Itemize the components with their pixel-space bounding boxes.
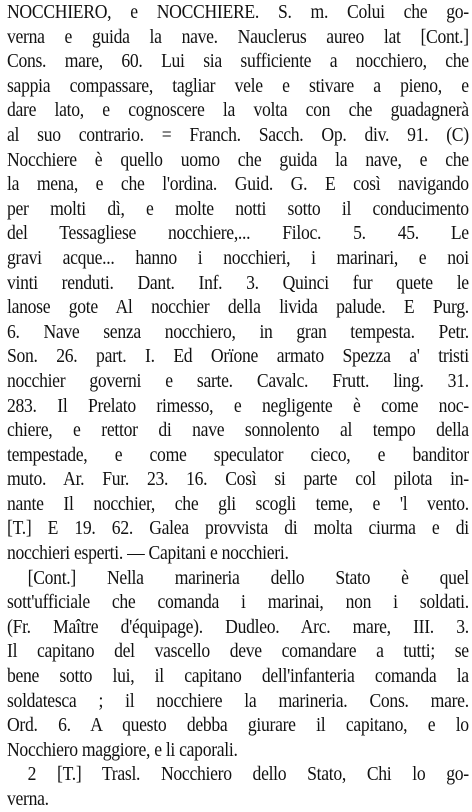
entry-line: tempestade, e come speculator cieco, e banditor: [7, 443, 469, 466]
entry-line: Nocchiero maggiore, e li caporali.: [7, 738, 238, 761]
entry-line: Nocchiere è quello uomo che guida la nave, e che: [7, 148, 469, 171]
entry-line: verna e guida la nave. Nauclerus aureo lat [Cont.]: [7, 25, 469, 48]
entry-line: verna.: [7, 788, 49, 810]
entry-line: 6. Nave senza nocchiero, in gran tempesta. Petr.: [7, 320, 469, 343]
entry-line: Il capitano del vascello deve comandare a tutti; se: [7, 640, 469, 663]
entry-line: sappia compassare, tagliar vele e stivare a pieno, e: [7, 74, 469, 97]
entry-line: 283. Il Prelato rimesso, e negligente è come noc-: [7, 394, 469, 417]
entry-line: la mena, e che l'ordina. Guid. G. E così navigando: [7, 173, 469, 196]
entry-line: dare lato, e cognoscere la volta con che guadagnerà: [7, 99, 469, 122]
entry-line: gravi acque... hanno i nocchieri, i marinari, e noi: [7, 246, 469, 269]
entry-line: 2 [T.] Trasl. Nocchiero dello Stato, Chi lo go-: [27, 763, 469, 786]
entry-line: del Tessagliese nocchiere,... Filoc. 5. 45. Le: [7, 222, 469, 245]
entry-line: muto. Ar. Fur. 23. 16. Così si parte col pilota in-: [7, 468, 469, 491]
entry-line: sott'ufficiale che comanda i marinai, non i soldati.: [7, 591, 469, 614]
entry-line: [T.] E 19. 62. Galea provvista di molta ciurma e di: [7, 517, 469, 540]
entry-line: nocchieri esperti. — Capitani e nocchieri.: [7, 542, 289, 565]
entry-line: al suo contrario. = Franch. Sacch. Op. div. 91. (C): [7, 123, 469, 146]
entry-line: nocchier governi e sarte. Cavalc. Frutt. ling. 31.: [7, 369, 469, 392]
entry-line: Cons. mare, 60. Lui sia sufficiente a nocchiero, che: [7, 50, 469, 73]
entry-line: NOCCHIERO, e NOCCHIERE. S. m. Colui che go-: [7, 1, 469, 23]
entry-line: [Cont.] Nella marineria dello Stato è quel: [27, 566, 469, 589]
entry-line: nante Il nocchier, che gli scogli teme, e 'l vento.: [7, 492, 469, 515]
entry-line: bene sotto lui, il capitano dell'infanteria comanda la: [7, 665, 469, 688]
entry-line: per molti dì, e molte notti sotto il conducimento: [7, 197, 469, 220]
entry-line: chiere, e rettor di nave sonnolento al tempo della: [7, 419, 469, 442]
entry-line: Son. 26. part. I. Ed Orïone armato Spezza a' tristi: [7, 345, 469, 368]
entry-line: soldatesca ; il nocchiere la marineria. Cons. mare.: [7, 689, 469, 712]
entry-line: vinti renduti. Dant. Inf. 3. Quinci fur quete le: [7, 271, 469, 294]
entry-line: Ord. 6. A questo debba giurare il capitano, e lo: [7, 714, 469, 737]
entry-nocchiero: [7, 0, 469, 812]
entry-line: lanose gote Al nocchier della livida palude. E Purg.: [7, 296, 469, 319]
entry-line: (Fr. Maître d'équipage). Dudleo. Arc. mare, III. 3.: [7, 615, 469, 638]
